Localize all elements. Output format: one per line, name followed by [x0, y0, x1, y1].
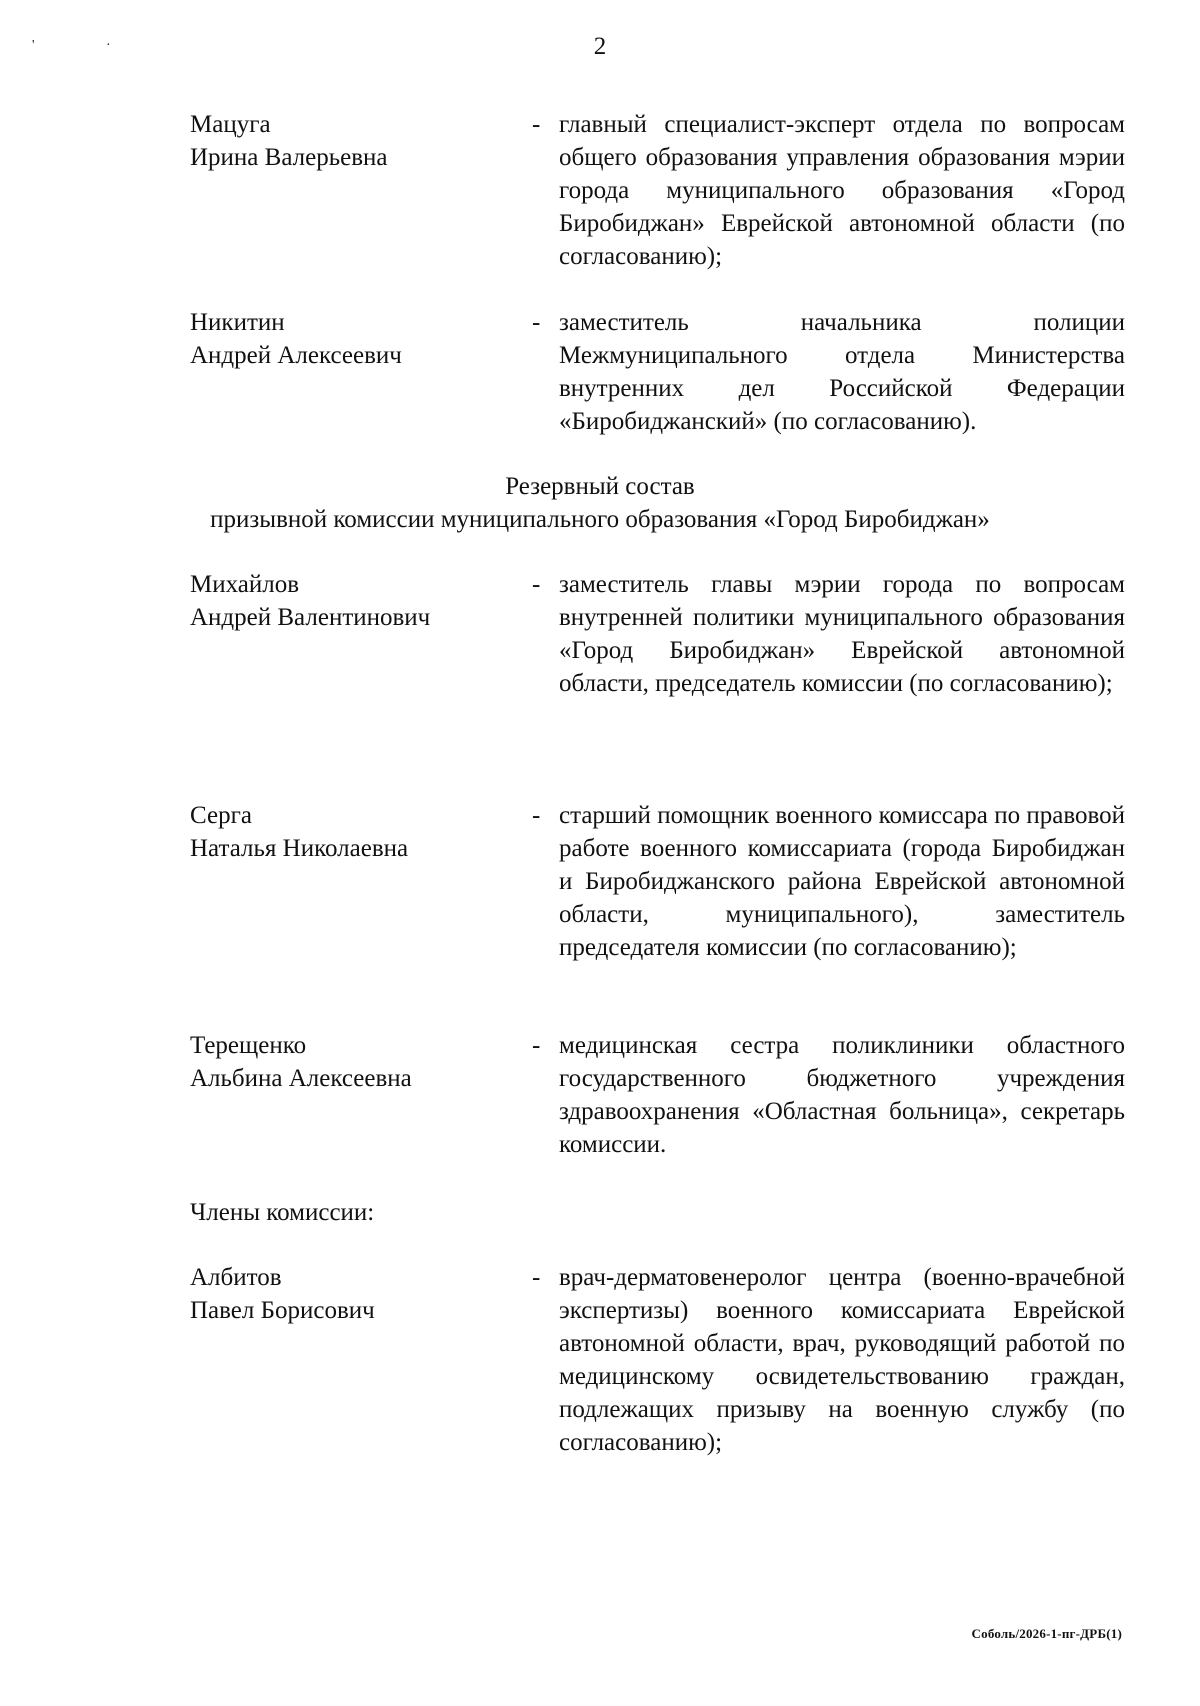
page-number: 2	[593, 33, 607, 60]
surname: Серга	[190, 802, 252, 829]
surname: Мацуга	[190, 111, 271, 138]
dash: -	[532, 111, 541, 138]
scan-mark-left: '	[32, 38, 35, 53]
dash: -	[532, 571, 541, 598]
given-name: Ирина Валерьевна	[190, 144, 388, 171]
given-name: Павел Борисович	[190, 1297, 375, 1324]
dash: -	[532, 1264, 541, 1291]
dash: -	[532, 1032, 541, 1059]
person-name	[190, 108, 520, 174]
given-name: Альбина Алексеевна	[190, 1065, 412, 1092]
person-name	[190, 1029, 520, 1095]
section-title-reserve	[0, 470, 1200, 536]
position-description: заместитель начальника полиции Межмуниципального отдела Министерства внутренних дел Российской Федерации «Биробиджанский» (по согласованию).	[559, 309, 1125, 435]
position-description: заместитель главы мэрии города по вопросам внутренней политики муниципального образования «Город Биробиджан» Еврейской автономной области, председатель комиссии (по согласованию);	[559, 571, 1125, 697]
position-description: врач-дерматовенеролог центра (военно-врачебной экспертизы) военного комиссариата Еврейской автономной области, врач, руководящий работой по медицинскому освидетельствованию граждан, подлежащих призыву на военную службу (по согласованию);	[559, 1264, 1125, 1456]
members-label: Члены комиссии:	[190, 1199, 375, 1226]
person-name	[190, 799, 520, 865]
person-name	[190, 568, 520, 634]
given-name: Наталья Николаевна	[190, 835, 409, 862]
position-description: старший помощник военного комиссара по правовой работе военного комиссариата (города Биробиджан и Биробиджанского района Еврейской автономной области, муниципального), заместитель председателя комиссии (по согласованию);	[559, 802, 1125, 961]
person-name	[190, 306, 520, 372]
document-code: Соболь/2026-1-пг-ДРБ(1)	[971, 1626, 1122, 1641]
position-description: главный специалист-эксперт отдела по вопросам общего образования управления образования мэрии города муниципального образования «Город Биробиджан» Еврейской автономной области (по согласованию);	[559, 111, 1125, 270]
dash: -	[532, 309, 541, 336]
given-name: Андрей Валентинович	[190, 604, 431, 631]
dash: -	[532, 802, 541, 829]
given-name: Андрей Алексеевич	[190, 342, 402, 369]
section-title-line2: призывной комиссии муниципального образования «Город Биробиджан»	[210, 506, 990, 533]
person-name	[190, 1261, 520, 1327]
section-title-line1: Резервный состав	[505, 473, 695, 500]
surname: Михайлов	[190, 571, 300, 598]
surname: Албитов	[190, 1264, 282, 1291]
surname: Никитин	[190, 309, 285, 336]
surname: Терещенко	[190, 1032, 307, 1059]
scan-mark-right: ·	[106, 38, 111, 53]
position-description: медицинская сестра поликлиники областного государственного бюджетного учреждения здравоохранения «Областная больница», секретарь комиссии.	[559, 1032, 1125, 1158]
